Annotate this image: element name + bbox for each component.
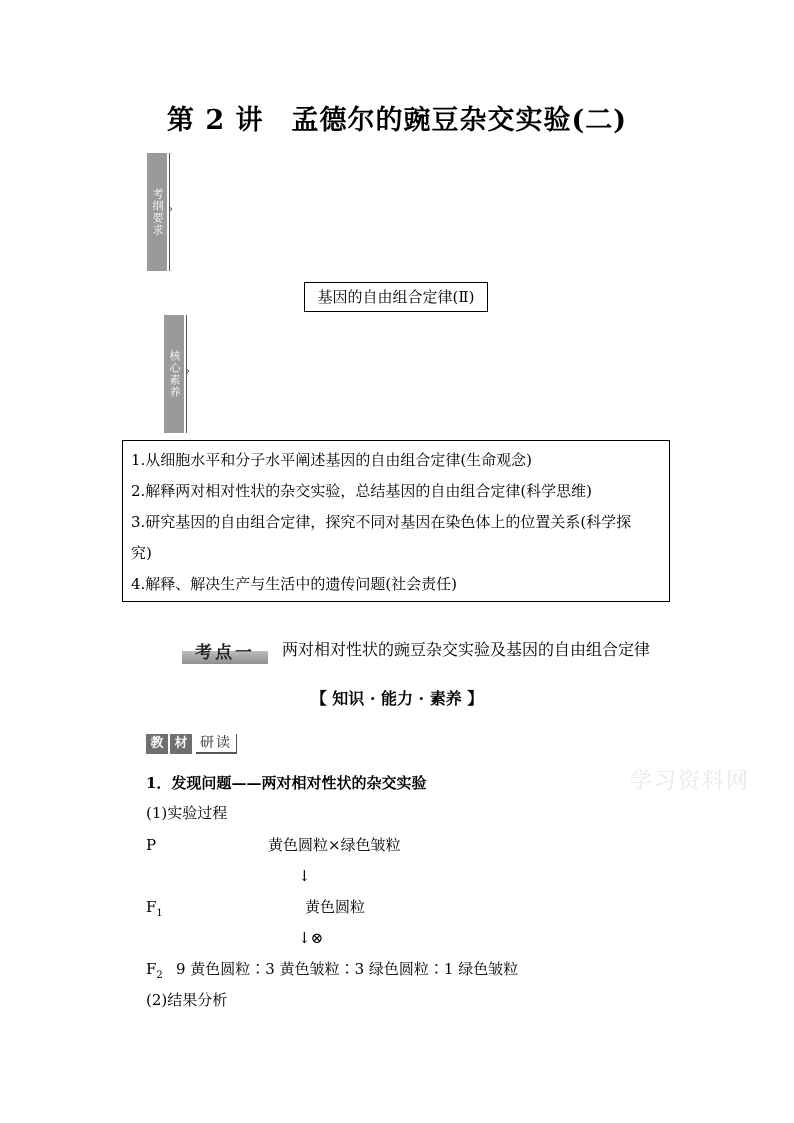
literacy-item: 3.研究基因的自由组合定律，探究不同对基因在染色体上的位置关系(科学探 [131, 513, 632, 531]
literacy-box [122, 440, 670, 602]
literacy-item: 4.解释、解决生产与生活中的遗传问题(社会责任) [131, 575, 458, 593]
subheading-process: (1)实验过程 [146, 804, 228, 822]
kaodian-label: 考点一 [182, 642, 268, 664]
hexin-tag: 核心素养 [164, 315, 184, 433]
page-title: 第 2 讲 孟德尔的豌豆杂交实验(二) [166, 105, 628, 136]
arrow-self-cross-icon: ↓⊗ [298, 929, 324, 947]
literacy-item: 究) [131, 544, 152, 562]
f2-value: 9 黄色圆粒∶3 黄色皱粒∶3 绿色圆粒∶1 绿色皱粒 [176, 960, 519, 978]
literacy-item: 1.从细胞水平和分子水平阐述基因的自由组合定律(生命观念) [131, 451, 533, 469]
subheading-analysis: (2)结果分析 [146, 991, 228, 1009]
f1-value: 黄色圆粒 [305, 898, 366, 916]
f1-label: $F_1$ [146, 898, 163, 919]
requirement-box: 基因的自由组合定律(Ⅱ) [304, 282, 488, 312]
arrow-down-icon: ↓ [298, 867, 311, 885]
literacy-item: 2.解释两对相对性状的杂交实验，总结基因的自由组合定律(科学思维) [131, 482, 593, 500]
jiaocai-char: 材 [170, 734, 192, 754]
p-label: P [146, 836, 157, 854]
chevron-right-icon: › [186, 366, 190, 377]
heading-discover-problem: 1．发现问题——两对相对性状的杂交实验 [146, 774, 427, 792]
section-heading: 【 知识 · 能力 · 素养 】 [310, 689, 484, 708]
chevron-right-icon: › [169, 204, 173, 215]
watermark: 学习资料网 [630, 769, 751, 794]
jiaocai-label [146, 733, 237, 755]
kaogang-tag: 考纲要求 [147, 153, 167, 271]
f2-label: $F_2$ [146, 960, 163, 981]
p-cross: 黄色圆粒×绿色皱粒 [268, 836, 401, 854]
jiaocai-char: 教 [146, 734, 168, 754]
kaodian-text: 两对相对性状的豌豆杂交实验及基因的自由组合定律 [282, 640, 651, 659]
jiaocai-rest: 研读 [196, 734, 237, 754]
